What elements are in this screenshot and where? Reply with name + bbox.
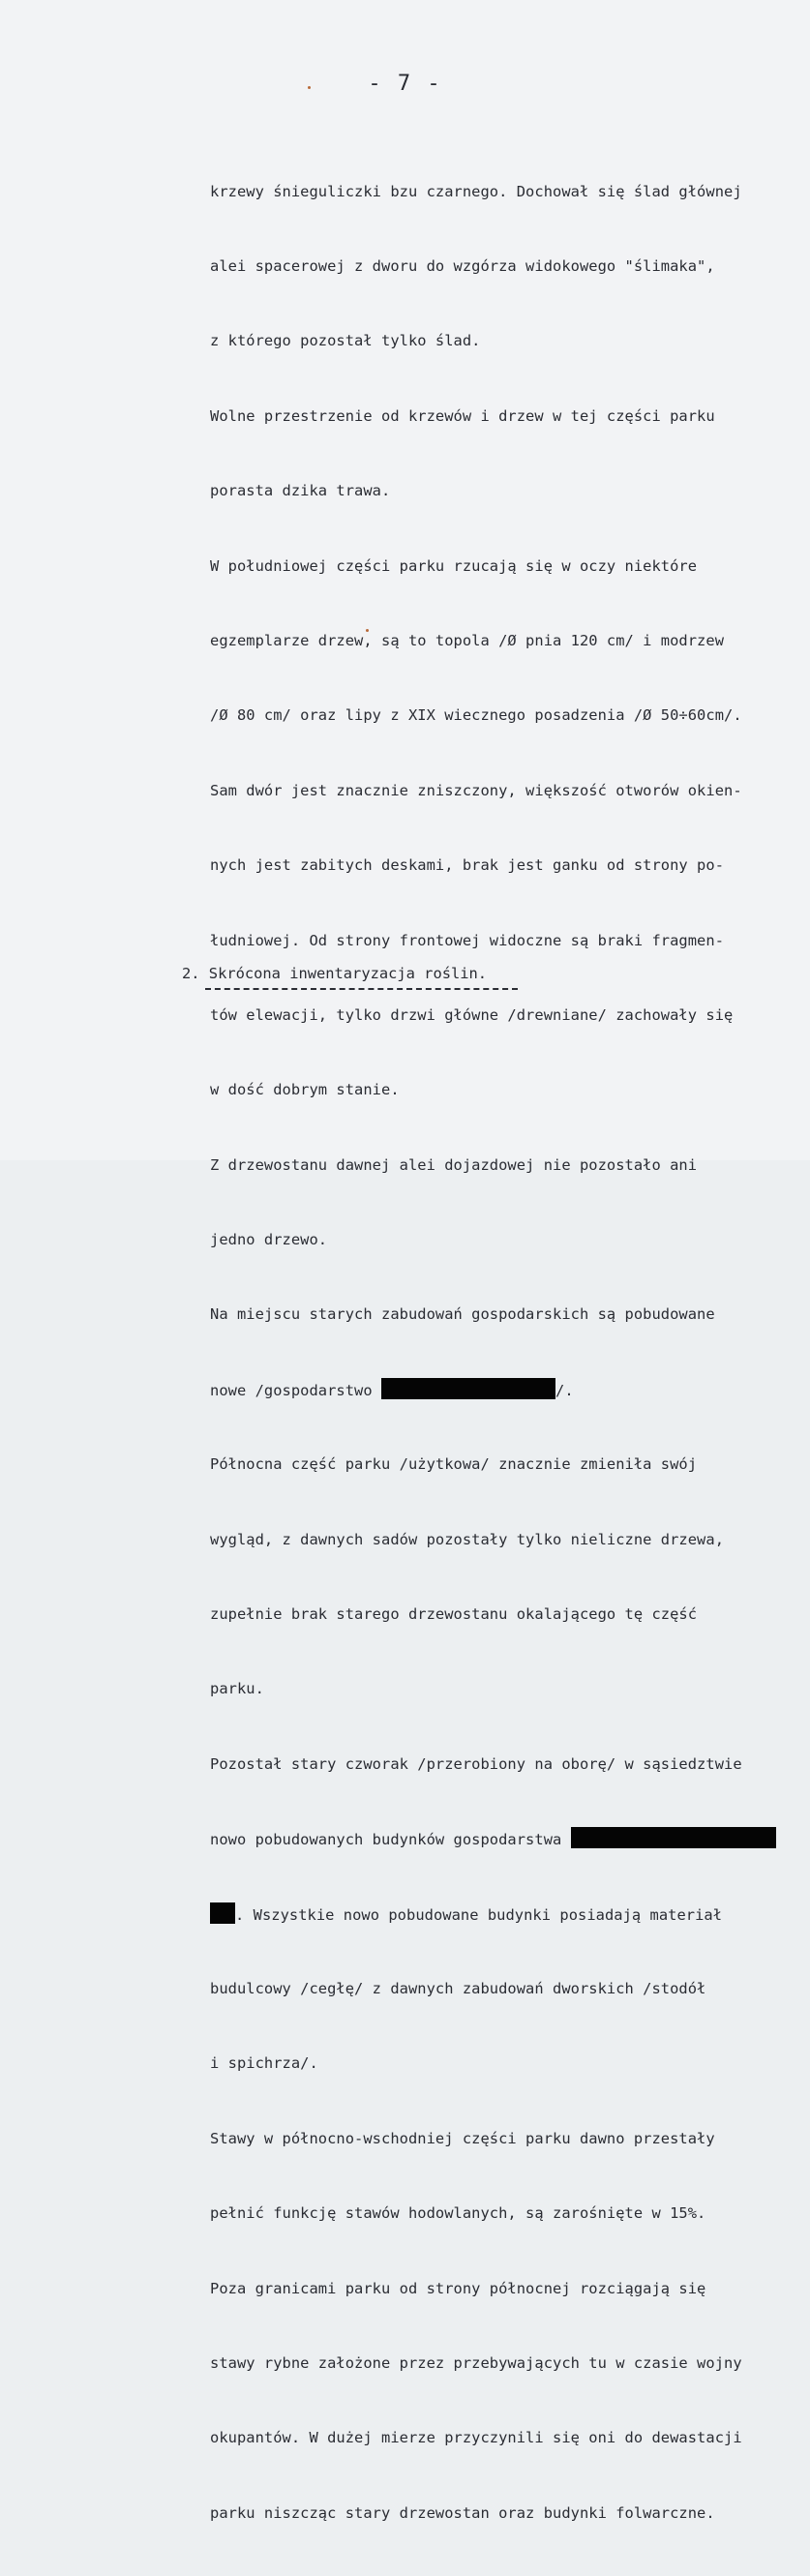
redaction-box bbox=[210, 1902, 235, 1924]
paper-speck bbox=[366, 629, 369, 632]
redaction-box bbox=[381, 1378, 555, 1399]
text-line: jedno drzewo. bbox=[210, 1231, 328, 1249]
text-line: nowe /gospodarstwo /. bbox=[210, 1378, 808, 1403]
text-line: . Wszystkie nowo pobudowane budynki posiadają materiał bbox=[210, 1902, 808, 1928]
text-line: egzemplarze drzew, są to topola /Ø pnia 120 cm/ i modrzew bbox=[210, 631, 725, 649]
text-line: budulcowy /cegłę/ z dawnych zabudowań dworskich /stodół bbox=[210, 1979, 706, 1997]
text-line: pełnić funkcję stawów hodowlanych, są zarośnięte w 15%. bbox=[210, 2204, 706, 2223]
text-line: Sam dwór jest znacznie zniszczony, większość otworów okien- bbox=[210, 781, 742, 799]
text-line: stawy rybne założone przez przebywających tu w czasie wojny bbox=[210, 2353, 742, 2372]
text-line: Poza granicami parku od strony północnej rozciągają się bbox=[210, 2279, 706, 2297]
text-line: Z drzewostanu dawnej alei dojazdowej nie pozostało ani bbox=[210, 1155, 698, 1174]
text-line: nych jest zabitych deskami, brak jest ganku od strony po- bbox=[210, 856, 725, 875]
text-line: W południowej części parku rzucają się w oczy niektóre bbox=[210, 556, 698, 575]
text-line: Na miejscu starych zabudowań gospodarskich są pobudowane bbox=[210, 1305, 715, 1324]
text-line: wygląd, z dawnych sadów pozostały tylko nieliczne drzewa, bbox=[210, 1530, 725, 1548]
text-line: zupełnie brak starego drzewostanu okalającego tę część bbox=[210, 1605, 698, 1624]
body-text bbox=[210, 130, 808, 2576]
redaction-box bbox=[571, 1827, 776, 1848]
text-line: alei spacerowej z dworu do wzgórza widokowego "ślimaka", bbox=[210, 256, 715, 275]
paper-speck bbox=[308, 86, 311, 89]
heading-underline bbox=[205, 988, 518, 990]
text-line: parku niszcząc stary drzewostan oraz budynki folwarczne. bbox=[210, 2503, 715, 2522]
text-line: Pozostał stary czworak /przerobiony na oborę/ w sąsiedztwie bbox=[210, 1754, 742, 1773]
text-line: łudniowej. Od strony frontowej widoczne są braki fragmen- bbox=[210, 931, 725, 949]
text-line: tów elewacji, tylko drzwi główne /drewniane/ zachowały się bbox=[210, 1005, 734, 1024]
text-line: krzewy śnieguliczki bzu czarnego. Dochował się ślad głównej bbox=[210, 182, 742, 200]
text-line: Stawy w północno-wschodniej części parku dawno przestały bbox=[210, 2129, 715, 2147]
text-line: parku. bbox=[210, 1680, 264, 1698]
text-line: i spichrza/. bbox=[210, 2054, 318, 2073]
text-line: z którego pozostał tylko ślad. bbox=[210, 332, 481, 350]
text-line: nowo pobudowanych budynków gospodarstwa bbox=[210, 1827, 808, 1852]
text-line: Północna część parku /użytkowa/ znacznie zmieniła swój bbox=[210, 1455, 698, 1474]
section-heading: 2. Skrócona inwentaryzacja roślin. bbox=[182, 965, 488, 982]
text-line: okupantów. W dużej mierze przyczynili się oni do dewastacji bbox=[210, 2429, 742, 2447]
text-line: w dość dobrym stanie. bbox=[210, 1081, 400, 1099]
text-line: porasta dzika trawa. bbox=[210, 482, 391, 500]
page-number: - 7 - bbox=[368, 72, 442, 96]
text-line: Wolne przestrzenie od krzewów i drzew w tej części parku bbox=[210, 406, 715, 425]
text-line: /Ø 80 cm/ oraz lipy z XIX wiecznego posadzenia /Ø 50÷60cm/. bbox=[210, 706, 742, 725]
